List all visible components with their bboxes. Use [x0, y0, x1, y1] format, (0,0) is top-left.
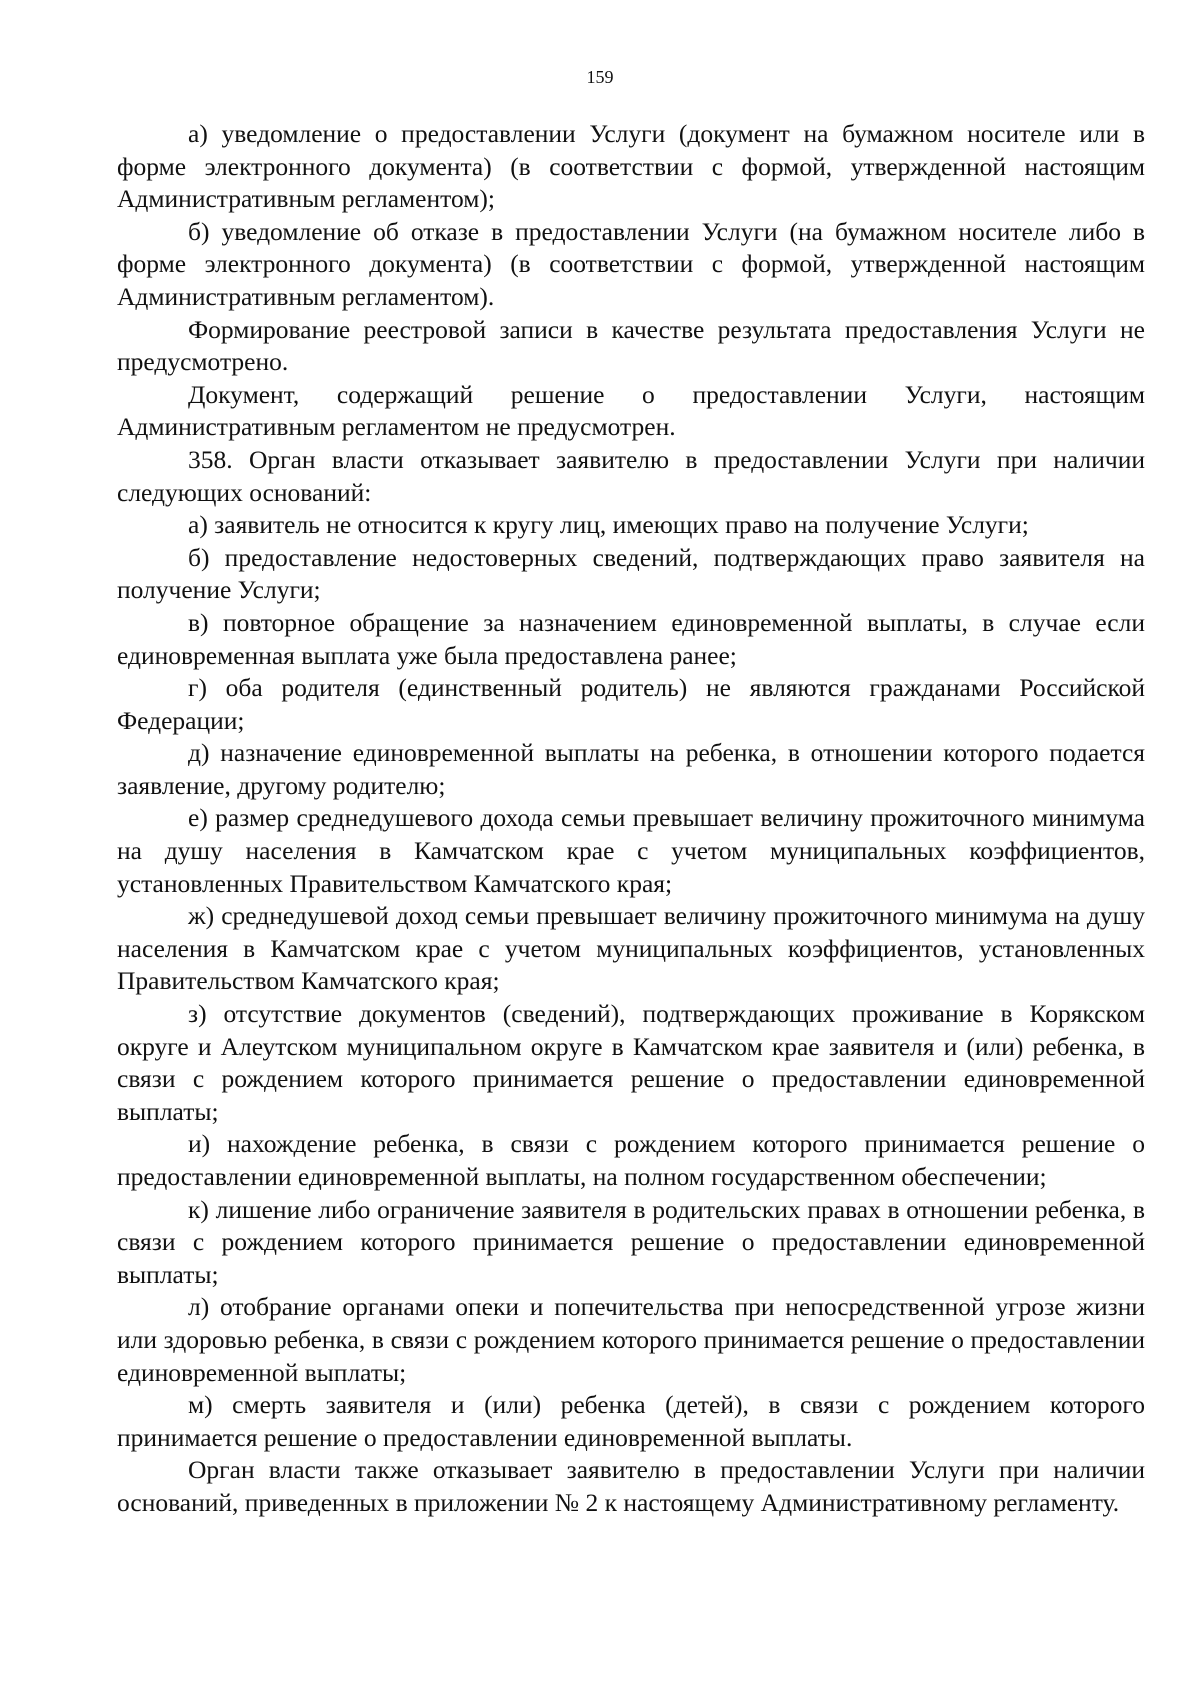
paragraph-additional-grounds: Орган власти также отказывает заявителю в предоставлении Услуги при наличии оснований, приведенных в приложении № 2 к настоящему Административному регламенту. — [117, 1455, 1145, 1517]
list-item-l: л) отобрание органами опеки и попечительства при непосредственной угрозе жизни или здоровью ребенка, в связи с рождением которого принимается решение о предоставлении единовременной выплаты; — [117, 1292, 1145, 1387]
list-item-i: и) нахождение ребенка, в связи с рождением которого принимается решение о предоставлении единовременной выплаты, на полном государственном обеспечении; — [117, 1129, 1145, 1191]
paragraph-result-notice-granted: а) уведомление о предоставлении Услуги (документ на бумажном носителе или в форме электронного документа) (в соответствии с формой, утвержденной настоящим Административным регламентом); — [117, 119, 1145, 214]
list-item-a: а) заявитель не относится к кругу лиц, имеющих право на получение Услуги; — [188, 510, 1029, 540]
list-item-g: г) оба родителя (единственный родитель) не являются гражданами Российской Федерации; — [117, 673, 1145, 735]
page-body — [117, 118, 1145, 1520]
list-item-v: в) повторное обращение за назначением единовременной выплаты, в случае если единовременная выплата уже была предоставлена ранее; — [117, 607, 1145, 670]
list-item-k: к) лишение либо ограничение заявителя в родительских правах в отношении ребенка, в связи с рождением которого принимается решение о предоставлении единовременной выплаты; — [117, 1194, 1145, 1289]
paragraph-registry-record: Формирование реестровой записи в качестве результата предоставления Услуги не предусмотрено. — [117, 314, 1145, 377]
list-item-e: е) размер среднедушевого дохода семьи превышает величину прожиточного минимума на душу населения в Камчатском крае с учетом муниципальных коэффициентов, установленных Правительством Камчатского края; — [117, 803, 1145, 898]
list-item-zh: ж) среднедушевой доход семьи превышает величину прожиточного минимума на душу населения в Камчатском крае с учетом муниципальных коэффициентов, установленных Правительством Камчатского края; — [117, 901, 1145, 996]
list-item-z: з) отсутствие документов (сведений), подтверждающих проживание в Корякском округе и Алеутском муниципальном округе в Камчатском крае заявителя и (или) ребенка, в связи с рождением которого принимается решение о предоставлении единовременной выплаты; — [117, 999, 1145, 1126]
list-item-m: м) смерть заявителя и (или) ребенка (детей), в связи с рождением которого принимается решение о предоставлении единовременной выплаты. — [117, 1390, 1145, 1452]
paragraph-decision-document: Документ, содержащий решение о предоставлении Услуги, настоящим Административным регламентом не предусмотрен. — [117, 379, 1145, 442]
paragraph-clause-358: 358. Орган власти отказывает заявителю в предоставлении Услуги при наличии следующих оснований: — [117, 444, 1145, 507]
page-number: 159 — [586, 67, 614, 87]
list-item-b: б) предоставление недостоверных сведений, подтверждающих право заявителя на получение Услуги; — [117, 542, 1145, 605]
list-item-d: д) назначение единовременной выплаты на ребенка, в отношении которого подается заявление, другому родителю; — [117, 738, 1145, 800]
paragraph-result-notice-refusal: б) уведомление об отказе в предоставлении Услуги (на бумажном носителе либо в форме электронного документа) (в соответствии с формой, утвержденной настоящим Административным регламентом). — [117, 216, 1145, 311]
